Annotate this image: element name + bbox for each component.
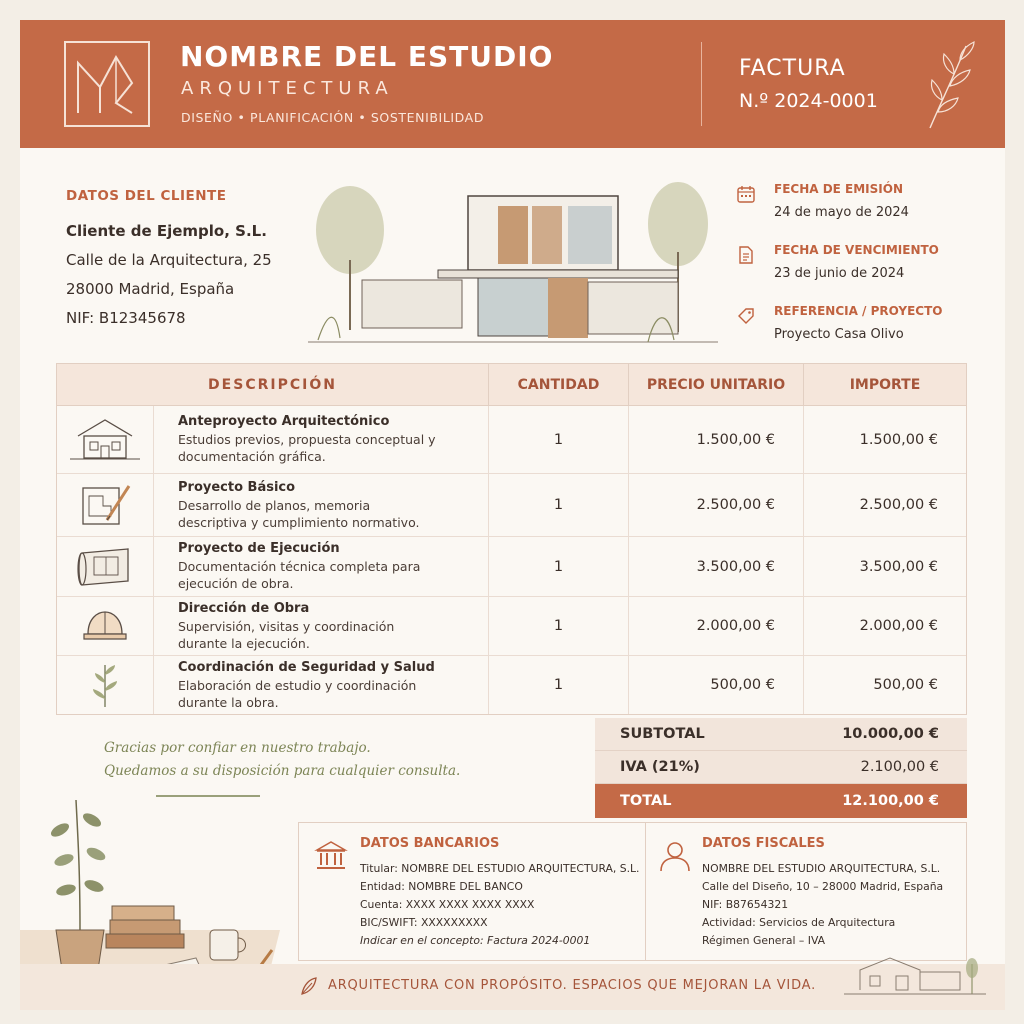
header-description: DESCRIPCIÓN: [57, 364, 489, 405]
small-house-sketch: [840, 950, 990, 1010]
issue-date-value: 24 de mayo de 2024: [774, 205, 909, 220]
house-sketch-icon: [68, 416, 142, 464]
item-unit-price: 1.500,00 €: [629, 406, 804, 473]
calendar-icon: [736, 184, 756, 204]
invoice-header: [20, 20, 1005, 148]
fiscal-section-title: DATOS FISCALES: [702, 836, 825, 851]
item-title: Proyecto de Ejecución: [178, 541, 340, 556]
table-row: [57, 656, 966, 714]
header-quantity: CANTIDAD: [489, 364, 629, 405]
item-unit-price: 2.500,00 €: [629, 474, 804, 536]
header-amount: IMPORTE: [849, 376, 921, 393]
house-illustration: [288, 160, 728, 360]
bank-details: [299, 823, 646, 960]
bank-account: Cuenta: XXXX XXXX XXXX XXXX: [360, 898, 535, 911]
client-info: [66, 188, 272, 327]
invoice-page: [20, 20, 1005, 1010]
item-description: Estudios previos, propuesta conceptual y documentación gráfica.: [178, 432, 436, 464]
bank-bic: BIC/SWIFT: XXXXXXXXX: [360, 916, 488, 929]
studio-tagline: DISEÑO • PLANIFICACIÓN • SOSTENIBILIDAD: [181, 110, 485, 125]
thank-you-note: [104, 737, 460, 783]
item-amount: 500,00 €: [873, 677, 938, 693]
logo-mark-icon: [66, 43, 148, 125]
client-name: Cliente de Ejemplo, S.L.: [66, 222, 267, 240]
bank-holder: Titular: NOMBRE DEL ESTUDIO ARQUITECTURA, S.L.: [360, 862, 640, 875]
footer-slogan: ARQUITECTURA CON PROPÓSITO. ESPACIOS QUE MEJORAN LA VIDA.: [328, 978, 817, 993]
invoice-label: FACTURA: [739, 56, 846, 81]
leaf-branch-icon: [920, 40, 980, 132]
fiscal-address: Calle del Diseño, 10 – 28000 Madrid, España: [702, 880, 944, 893]
item-amount: 2.000,00 €: [859, 618, 938, 634]
item-amount: 3.500,00 €: [859, 558, 938, 575]
issue-date-row: [736, 182, 986, 243]
rolled-plans-icon: [74, 543, 136, 591]
item-description: Documentación técnica completa para ejecución de obra.: [178, 559, 421, 591]
client-address-line2: 28000 Madrid, España: [66, 280, 235, 298]
reference-label: REFERENCIA / PROYECTO: [774, 304, 943, 318]
client-section-title: DATOS DEL CLIENTE: [66, 188, 227, 204]
subtotal-value: 10.000,00 €: [842, 726, 939, 742]
item-quantity: 1: [489, 597, 629, 655]
item-title: Anteproyecto Arquitectónico: [178, 414, 390, 429]
payment-fiscal-info: [298, 822, 967, 961]
table-row: [57, 537, 966, 597]
total-value: 12.100,00 €: [842, 793, 939, 809]
item-description: Supervisión, visitas y coordinación durante la ejecución.: [178, 618, 395, 651]
thank-you-line2: Quedamos a su disposición para cualquier consulta.: [104, 763, 461, 779]
thank-you-line1: Gracias por confiar en nuestro trabajo.: [104, 740, 371, 756]
client-address-line1: Calle de la Arquitectura, 25: [66, 251, 272, 269]
bank-payment-note: Indicar en el concepto: Factura 2024-0001: [360, 934, 591, 947]
vat-value: 2.100,00 €: [860, 759, 939, 775]
reference-value: Proyecto Casa Olivo: [774, 327, 904, 342]
item-unit-price: 3.500,00 €: [629, 537, 804, 596]
studio-name: NOMBRE DEL ESTUDIO: [180, 40, 554, 73]
plant-sprig-icon: [87, 661, 123, 709]
item-quantity: 1: [489, 656, 629, 714]
table-row: [57, 597, 966, 656]
total-label: TOTAL: [620, 793, 672, 809]
due-date-value: 23 de junio de 2024: [774, 266, 905, 281]
document-icon: [736, 245, 756, 265]
subtotal-row: [595, 718, 967, 751]
client-nif: NIF: B12345678: [66, 309, 186, 327]
due-date-row: [736, 243, 986, 304]
due-date-label: FECHA DE VENCIMIENTO: [774, 243, 939, 257]
fiscal-regime: Régimen General – IVA: [702, 934, 826, 947]
item-description: Desarrollo de planos, memoria descriptiva y cumplimiento normativo.: [178, 497, 420, 530]
fiscal-nif: NIF: B87654321: [702, 898, 789, 911]
item-title: Coordinación de Seguridad y Salud: [178, 659, 435, 675]
fiscal-name: NOMBRE DEL ESTUDIO ARQUITECTURA, S.L.: [702, 862, 941, 875]
item-title: Proyecto Básico: [178, 479, 296, 495]
vat-row: [595, 751, 967, 784]
item-amount: 1.500,00 €: [859, 431, 938, 448]
item-amount: 2.500,00 €: [859, 497, 938, 513]
vat-label: IVA (21%): [620, 759, 700, 775]
studio-logo: [64, 41, 150, 127]
bank-entity: Entidad: NOMBRE DEL BANCO: [360, 880, 523, 893]
issue-date-label: FECHA DE EMISIÓN: [774, 182, 903, 196]
totals-box: [595, 718, 967, 818]
blueprint-pencil-icon: [77, 480, 133, 530]
user-icon: [658, 839, 692, 873]
item-quantity: 1: [489, 474, 629, 536]
subtotal-label: SUBTOTAL: [620, 726, 705, 742]
total-row: [595, 784, 967, 818]
invoice-number: N.º 2024-0001: [739, 90, 878, 112]
table-header: [57, 364, 966, 406]
fiscal-activity: Actividad: Servicios de Arquitectura: [702, 916, 896, 929]
header-divider: [701, 42, 702, 126]
invoice-items-table: [56, 363, 967, 715]
tag-icon: [736, 306, 756, 326]
leaf-icon: [300, 976, 318, 996]
studio-subtitle: ARQUITECTURA: [181, 78, 394, 99]
item-quantity: 1: [489, 406, 629, 473]
table-row: [57, 474, 966, 537]
bank-section-title: DATOS BANCARIOS: [360, 836, 500, 851]
item-unit-price: 500,00 €: [629, 656, 804, 714]
item-unit-price: 2.000,00 €: [629, 597, 804, 655]
reference-row: [736, 304, 986, 365]
item-quantity: 1: [489, 537, 629, 596]
table-row: [57, 406, 966, 474]
fiscal-details: [646, 823, 966, 960]
header-unit-price: PRECIO UNITARIO: [629, 364, 804, 405]
item-description: Elaboración de estudio y coordinación durante la obra.: [178, 677, 417, 710]
item-title: Dirección de Obra: [178, 600, 310, 616]
invoice-meta: [736, 182, 986, 365]
hard-hat-icon: [80, 604, 130, 648]
bank-icon: [314, 839, 348, 873]
